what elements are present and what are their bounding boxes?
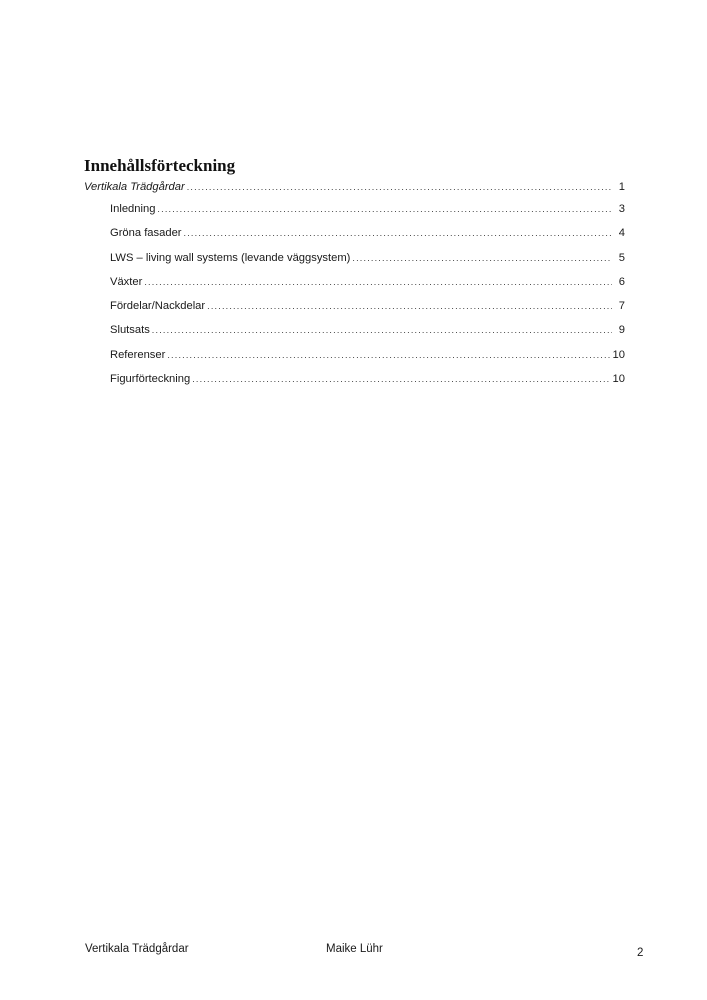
toc-dot-leader bbox=[207, 301, 612, 311]
toc-dot-leader bbox=[184, 228, 612, 238]
toc-entry-inledning[interactable] bbox=[84, 203, 625, 227]
toc-entry-page: 1 bbox=[618, 181, 625, 193]
toc-list bbox=[84, 181, 625, 397]
toc-dot-leader bbox=[187, 182, 612, 192]
toc-entry-page: 7 bbox=[618, 300, 625, 313]
toc-entry-title: LWS – living wall systems (levande väggsystem) bbox=[110, 251, 351, 264]
toc-entry-page: 9 bbox=[618, 324, 625, 337]
toc-entry-vaxter[interactable] bbox=[84, 276, 625, 300]
toc-entry-slutsats[interactable] bbox=[84, 324, 625, 348]
footer-document-title: Vertikala Trädgårdar bbox=[85, 943, 189, 955]
toc-entry-title: Fördelar/Nackdelar bbox=[110, 300, 206, 313]
toc-dot-leader bbox=[152, 325, 612, 335]
toc-entry-referenser[interactable] bbox=[84, 349, 625, 373]
footer-page-number: 2 bbox=[637, 947, 644, 959]
toc-dot-leader bbox=[157, 204, 612, 214]
toc-dot-leader bbox=[352, 253, 612, 263]
toc-dot-leader bbox=[192, 374, 609, 384]
toc-heading: Innehållsförteckning bbox=[84, 156, 236, 175]
toc-entry-page: 10 bbox=[612, 348, 625, 361]
toc-entry-fordelar-nackdelar[interactable] bbox=[84, 300, 625, 324]
toc-entry-grona-fasader[interactable] bbox=[84, 227, 625, 251]
toc-entry-page: 6 bbox=[618, 275, 625, 288]
footer-author: Maike Lühr bbox=[326, 943, 383, 955]
toc-dot-leader bbox=[144, 277, 612, 287]
toc-entry-page: 10 bbox=[612, 373, 625, 386]
toc-entry-title: Vertikala Trädgårdar bbox=[84, 181, 185, 193]
toc-entry-title: Referenser bbox=[110, 348, 166, 361]
toc-entry-lws[interactable] bbox=[84, 252, 625, 276]
toc-entry-title: Slutsats bbox=[110, 324, 150, 337]
toc-entry-page: 3 bbox=[618, 203, 625, 215]
toc-dot-leader bbox=[167, 350, 609, 360]
toc-entry-page: 4 bbox=[618, 227, 625, 240]
toc-entry-title: Figurförteckning bbox=[110, 373, 191, 386]
toc-entry-vertikala-tradgardar[interactable] bbox=[84, 181, 625, 203]
toc-entry-page: 5 bbox=[618, 251, 625, 264]
toc-entry-title: Inledning bbox=[110, 203, 156, 215]
toc-entry-title: Gröna fasader bbox=[110, 227, 182, 240]
toc-entry-title: Växter bbox=[110, 275, 143, 288]
toc-entry-figurforteckning[interactable] bbox=[84, 373, 625, 397]
